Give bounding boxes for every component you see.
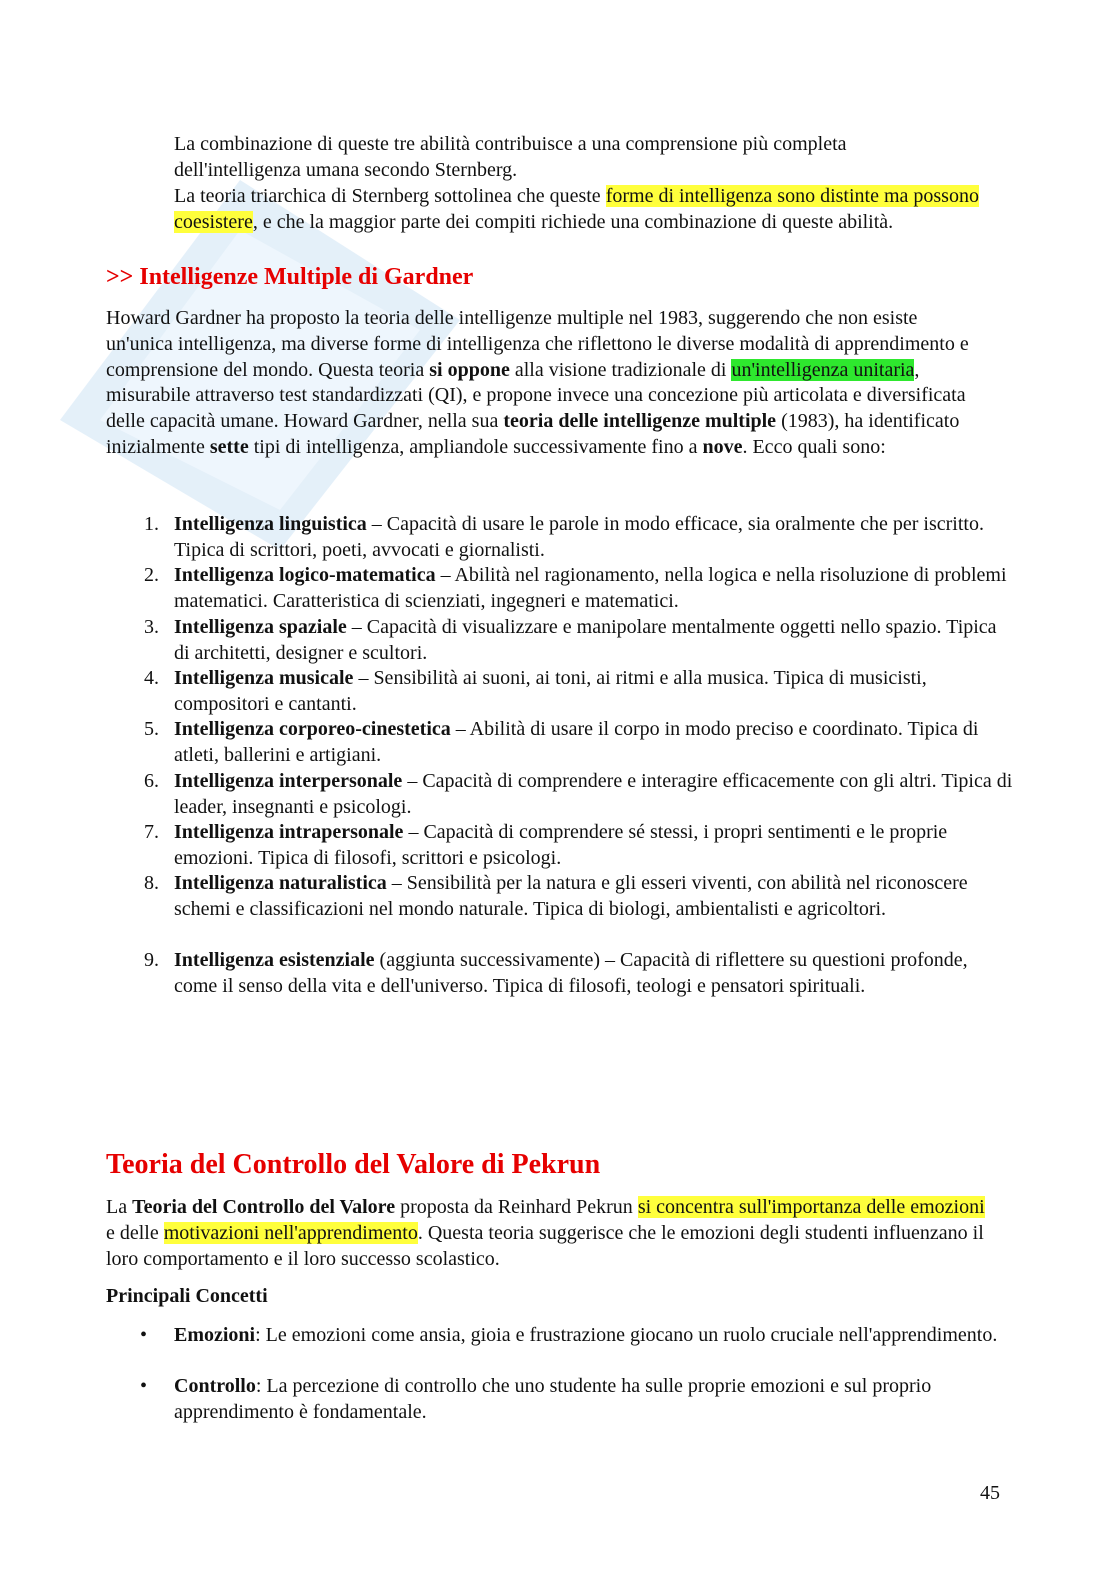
list-item-title: Intelligenza intrapersonale xyxy=(174,821,404,843)
bold-text: sette xyxy=(209,435,249,458)
pekrun-paragraph xyxy=(106,1195,986,1272)
text-run: tipi di intelligenza, ampliandole successivamente fino a xyxy=(248,435,703,458)
list-item xyxy=(174,563,1014,615)
list-item-title: Intelligenza musicale xyxy=(174,667,354,689)
bold-text: nove xyxy=(702,435,743,458)
bullet-item xyxy=(174,1374,1014,1426)
list-item xyxy=(174,512,1014,564)
list-number: 4. xyxy=(144,667,159,689)
text-run: La teoria triarchica di Sternberg sottolinea che queste xyxy=(174,185,606,207)
subheading-principali-concetti: Principali Concetti xyxy=(106,1285,268,1307)
list-item-text: – Capacità di comprendere e interagire efficacemente con gli altri. Tipica di leader, insegnanti e psicologi. xyxy=(174,770,1013,818)
bullet-title: Controllo xyxy=(174,1375,256,1397)
list-item xyxy=(174,820,1014,872)
intro-paragraph: La combinazione di queste tre abilità contribuisce a una comprensione più completa dell'intelligenza umana secondo Sternberg. xyxy=(174,133,847,181)
text-run: Howard Gardner ha proposto la teoria delle intelligenze multiple nel 1983, suggerendo che non esiste un'unica intelligenza, ma diverse forme di intelligenza che riflettono le diverse modalità di apprendimento e comprensione del mondo. Questa teoria xyxy=(106,307,969,381)
list-number: 2. xyxy=(144,564,159,586)
highlighted-text: un'intelligenza unitaria xyxy=(731,358,915,381)
section-heading-pekrun: Teoria del Controllo del Valore di Pekrun xyxy=(106,1149,601,1180)
list-item-text: (aggiunta successivamente) – Capacità di riflettere su questioni profonde, come il senso della vita e dell'universo. Tipica di filosofi, teologi e pensatori spirituali. xyxy=(174,949,968,997)
list-number: 8. xyxy=(144,872,159,894)
gardner-paragraph xyxy=(106,306,986,461)
list-number: 7. xyxy=(144,821,159,843)
list-number: 6. xyxy=(144,770,159,792)
text-run: alla visione tradizionale di xyxy=(509,358,732,381)
list-item-text: – Capacità di visualizzare e manipolare mentalmente oggetti nello spazio. Tipica di architetti, designer e scultori. xyxy=(174,616,997,664)
highlighted-text: forme di intelligenza sono distinte ma possono coesistere xyxy=(174,185,979,233)
bullet-text: : Le emozioni come ansia, gioia e frustrazione giocano un ruolo cruciale nell'apprendimento. xyxy=(255,1324,998,1346)
list-item xyxy=(174,717,1014,769)
list-item-text: – Capacità di comprendere sé stessi, i propri sentimenti e le proprie emozioni. Tipica di filosofi, scrittori e psicologi. xyxy=(174,821,948,869)
list-item xyxy=(174,769,1014,821)
list-item-text: – Sensibilità per la natura e gli esseri viventi, con abilità nel riconoscere schemi e classificazioni nel mondo naturale. Tipica di biologi, ambientalisti e agricoltori. xyxy=(174,872,968,920)
intro-conclusion-paragraph xyxy=(174,184,1014,236)
bullet-title: Emozioni xyxy=(174,1324,256,1346)
bold-text: Teoria del Controllo del Valore xyxy=(132,1196,396,1218)
text-run: proposta da Reinhard Pekrun xyxy=(395,1196,638,1218)
list-item-title: Intelligenza linguistica xyxy=(174,513,367,535)
list-item-title: Intelligenza interpersonale xyxy=(174,770,403,792)
list-item xyxy=(174,948,1014,1000)
section-heading-gardner: >> Intelligenze Multiple di Gardner xyxy=(106,264,474,290)
list-item-text: – Sensibilità ai suoni, ai toni, ai ritmi e alla musica. Tipica di musicisti, compositori e cantanti. xyxy=(174,667,927,715)
list-item-title: Intelligenza naturalistica xyxy=(174,872,387,894)
list-item xyxy=(174,666,1014,718)
bullet-icon: • xyxy=(140,1375,148,1397)
list-item-text: – Abilità di usare il corpo in modo preciso e coordinato. Tipica di atleti, ballerini e artigiani. xyxy=(174,718,979,766)
text-run: e delle xyxy=(106,1221,164,1244)
text-run: , misurabile attraverso test standardizzati (QI), e propone invece una concezione più articolata e diversificata delle capacità umane. Howard Gardner, nella sua xyxy=(106,358,966,433)
bullet-item xyxy=(174,1323,1014,1349)
bullet-text: : La percezione di controllo che uno studente ha sulle proprie emozioni e sul proprio apprendimento è fondamentale. xyxy=(174,1375,932,1423)
page-number: 45 xyxy=(980,1482,1000,1504)
list-item-title: Intelligenza spaziale xyxy=(174,616,347,638)
highlighted-text: si concentra sull'importanza delle emozioni xyxy=(637,1196,985,1218)
list-item-title: Intelligenza logico-matematica xyxy=(174,564,436,586)
list-number: 5. xyxy=(144,718,159,740)
list-number: 1. xyxy=(144,513,159,535)
bullet-icon: • xyxy=(140,1324,148,1346)
list-item xyxy=(174,871,1014,923)
list-item-title: Intelligenza esistenziale xyxy=(174,949,375,971)
list-number: 3. xyxy=(144,616,159,638)
bold-text: si oppone xyxy=(429,358,510,381)
list-item xyxy=(174,615,1014,667)
highlighted-text: motivazioni nell'apprendimento xyxy=(163,1221,418,1244)
text-run: La xyxy=(106,1196,133,1218)
list-item-text: – Capacità di usare le parole in modo efficace, sia oralmente che per iscritto. Tipica di scrittori, poeti, avvocati e giornalisti. xyxy=(174,513,984,561)
text-run: , e che la maggior parte dei compiti richiede una combinazione di queste abilità. xyxy=(252,210,894,233)
list-item-title: Intelligenza corporeo-cinestetica xyxy=(174,718,451,740)
list-item-text: – Abilità nel ragionamento, nella logica e nella risoluzione di problemi matematici. Caratteristica di scienziati, ingegneri e matematici. xyxy=(174,564,1007,612)
text-run: (1983), ha identificato inizialmente xyxy=(106,410,960,458)
list-number: 9. xyxy=(144,949,159,971)
bold-text: teoria delle intelligenze multiple xyxy=(503,410,777,433)
text-run: . Questa teoria suggerisce che le emozioni degli studenti influenzano il loro comportamento e il loro successo scolastico. xyxy=(106,1221,984,1270)
text-run: . Ecco quali sono: xyxy=(742,435,886,458)
